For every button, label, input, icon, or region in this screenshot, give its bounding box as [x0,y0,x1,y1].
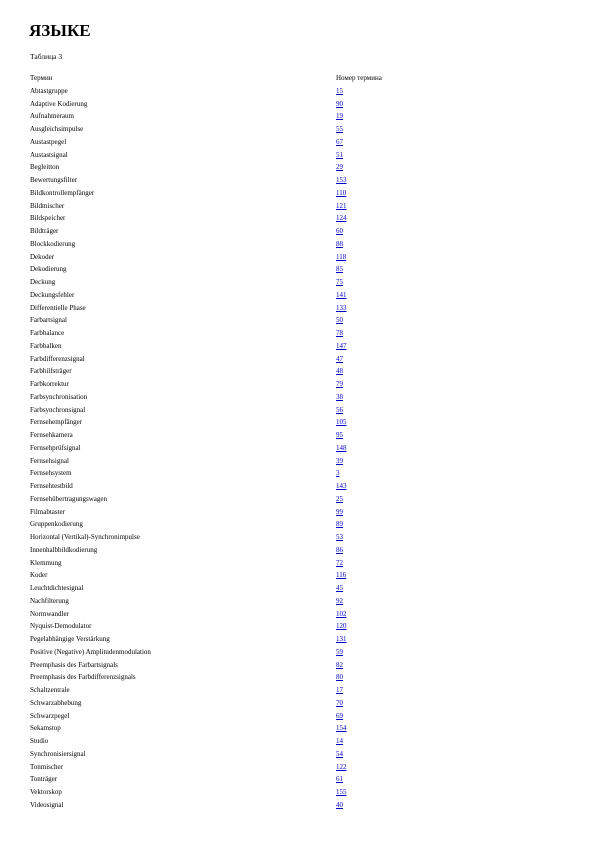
table-row [30,98,410,111]
term-cell: Aufnahmeraum [30,112,74,121]
term-number-link[interactable]: 25 [336,494,343,503]
term-cell: Deckung [30,278,56,286]
term-number-link[interactable]: 154 [336,724,347,733]
table-row [30,544,410,557]
term-number-link[interactable]: 92 [336,596,343,605]
term-number-link[interactable]: 15 [336,86,343,95]
table-row [30,353,410,366]
term-number-link[interactable]: 82 [336,660,343,669]
term-number-link[interactable]: 147 [336,341,347,350]
term-number-link[interactable]: 124 [336,214,347,223]
term-cell: Nachfilterung [30,596,69,605]
term-number-cell [336,276,410,289]
term-cell: Differentielle Phase [30,303,86,312]
term-cell: Dekodierung [30,265,67,274]
table-row [30,455,410,468]
term-number-cell [336,671,410,684]
term-cell: Farbbalance [30,329,65,337]
term-number-link[interactable]: 53 [336,533,343,541]
term-number-link[interactable]: 40 [336,800,343,809]
term-cell: Bildspeicher [30,214,66,223]
term-cell: Farbartsignal [30,316,67,325]
term-number-cell [336,467,410,480]
term-number-link[interactable]: 48 [336,367,343,376]
table-row [30,391,410,404]
term-cell: Tonträger [30,775,58,784]
term-cell: Farbsynchronsignal [30,405,86,414]
table-row [30,404,410,417]
table-row [30,633,410,646]
table-row [30,340,410,353]
table-row [30,314,410,327]
term-number-cell [336,200,410,213]
page-heading: ЯЗЫКЕ [29,21,91,40]
term-cell: Bildmischer [30,201,65,210]
term-number-cell [336,506,410,519]
term-number-cell [336,557,410,570]
table-row [30,429,410,442]
term-number-link[interactable]: 29 [336,163,343,172]
term-number-cell [336,365,410,378]
term-cell: Fernsehkamera [30,431,73,439]
term-number-cell [336,149,410,162]
term-number-cell [336,608,410,621]
table-row [30,378,410,391]
term-cell: Bewertungsfilter [30,176,78,184]
term-cell: Austastsignal [30,150,68,159]
table-row [30,671,410,684]
table-body [30,85,410,812]
term-cell: Bildkontrollempfänger [30,188,95,197]
term-number-link[interactable]: 60 [336,227,343,235]
term-cell: Farbsynchronisation [30,392,88,401]
term-number-link[interactable]: 148 [336,443,347,452]
term-number-cell [336,327,410,340]
term-number-link[interactable]: 72 [336,558,343,567]
table-row [30,761,410,774]
table-row [30,786,410,799]
table-row [30,518,410,531]
term-number-link[interactable]: 56 [336,405,343,414]
table-row [30,748,410,761]
term-number-link[interactable]: 153 [336,176,347,184]
table-row [30,289,410,302]
table-row [30,136,410,149]
table-row [30,238,410,251]
term-cell: Begleitton [30,163,60,172]
term-number-link[interactable]: 89 [336,520,343,529]
term-number-cell [336,620,410,633]
term-number-link[interactable]: 79 [336,380,343,388]
table-row [30,161,410,174]
table-row [30,327,410,340]
term-number-cell [336,416,410,429]
table-row [30,187,410,200]
term-cell: Koder [30,571,48,580]
table-row [30,710,410,723]
table-row [30,123,410,136]
term-number-link[interactable]: 38 [336,392,343,401]
term-number-cell [336,735,410,748]
term-number-cell [336,238,410,251]
term-number-cell [336,710,410,723]
term-number-link[interactable]: 141 [336,290,347,299]
term-number-cell [336,251,410,264]
term-number-link[interactable]: 61 [336,775,343,784]
term-number-cell [336,161,410,174]
term-cell: Vektorskop [30,788,62,796]
term-number-link[interactable]: 59 [336,647,343,656]
term-number-cell [336,289,410,302]
term-number-cell [336,773,410,786]
term-cell: Leuchtdichtesignal [30,584,84,592]
term-number-cell [336,353,410,366]
term-cell: Positive (Negative) Amplitudenmodulation [30,647,151,656]
term-cell: Innenhalbbildkodierung [30,545,98,554]
term-number-cell [336,799,410,812]
table-row [30,416,410,429]
term-cell: Schaltzentrale [30,686,70,694]
table-row [30,506,410,519]
term-number-cell [336,633,410,646]
term-number-cell [336,98,410,111]
term-number-link[interactable]: 75 [336,278,343,286]
term-cell: Austastpegel [30,137,67,146]
term-number-cell [336,314,410,327]
term-number-link[interactable]: 3 [336,469,340,478]
term-cell: Gruppenkodierung [30,520,83,529]
term-number-link[interactable]: 19 [336,112,343,121]
term-cell: Fernsehprüfsignal [30,443,81,452]
term-number-cell [336,646,410,659]
term-cell: Farbhilfsträger [30,367,72,376]
term-cell: Klemmung [30,558,62,567]
term-number-cell [336,748,410,761]
table-row [30,110,410,123]
term-number-link[interactable]: 133 [336,303,347,312]
term-number-cell [336,391,410,404]
table-row [30,722,410,735]
table-row [30,467,410,480]
term-cell: Farbdifferenzsignal [30,354,85,363]
term-number-cell [336,531,410,544]
term-number-cell [336,378,410,391]
term-number-link[interactable]: 110 [336,188,347,197]
term-number-link[interactable]: 118 [336,252,347,261]
term-number-cell [336,263,410,276]
term-number-cell [336,722,410,735]
term-number-cell [336,110,410,123]
table-row [30,799,410,812]
term-number-link[interactable]: 90 [336,99,343,108]
column-header-term-number: Номер термина [336,74,382,82]
term-number-link[interactable]: 47 [336,354,343,363]
table-row [30,595,410,608]
term-number-cell [336,225,410,238]
table-row [30,735,410,748]
term-number-cell [336,582,410,595]
term-cell: Fernsehsignal [30,456,69,465]
term-number-link[interactable]: 120 [336,622,347,631]
table-row [30,646,410,659]
term-cell: Synchronisiersignal [30,749,86,758]
term-index-table [30,72,410,812]
term-cell: Schwarzpegel [30,711,70,720]
term-number-link[interactable]: 122 [336,762,347,771]
term-number-link[interactable]: 131 [336,635,347,643]
table-row [30,200,410,213]
term-number-cell [336,480,410,493]
term-number-link[interactable]: 80 [336,673,343,682]
term-number-link[interactable]: 45 [336,584,343,592]
term-number-cell [336,595,410,608]
table-row [30,697,410,710]
term-number-cell [336,569,410,582]
table-caption: Таблица 3 [30,52,63,61]
table-row [30,608,410,621]
term-cell: Farbkorrektur [30,380,69,388]
term-number-link[interactable]: 70 [336,698,343,707]
term-number-link[interactable]: 116 [336,571,347,580]
term-number-link[interactable]: 67 [336,137,343,146]
term-number-cell [336,174,410,187]
term-number-cell [336,786,410,799]
term-cell: Ausgleichsimpulse [30,125,84,133]
term-cell: Preemphasis des Farbartsignals [30,660,118,669]
term-number-link[interactable]: 69 [336,711,343,720]
term-cell: Schwarzabhebung [30,698,82,707]
term-number-cell [336,442,410,455]
term-number-link[interactable]: 39 [336,456,343,465]
term-number-link[interactable]: 102 [336,609,347,618]
term-cell: Fernsehübertragungswagen [30,494,107,503]
term-cell: Abtastgruppe [30,86,68,95]
table-row [30,442,410,455]
term-cell: Farbbalken [30,341,62,350]
table-header-row [30,72,410,85]
term-cell: Blockkodierung [30,239,76,248]
table-row [30,569,410,582]
term-cell: Fernsehempfänger [30,418,83,427]
term-cell: Dekoder [30,252,55,261]
term-number-cell [336,455,410,468]
term-number-cell [336,761,410,774]
table-row [30,302,410,315]
term-number-link[interactable]: 121 [336,201,347,210]
term-cell: Filmabtaster [30,507,65,516]
term-number-cell [336,659,410,672]
term-cell: Fernsehsystem [30,469,72,478]
table-row [30,251,410,264]
term-number-cell [336,187,410,200]
term-number-cell [336,493,410,506]
table-row [30,149,410,162]
term-cell: Videosignal [30,800,64,809]
term-number-link[interactable]: 155 [336,788,347,796]
term-number-cell [336,212,410,225]
term-cell: Bildträger [30,227,59,235]
term-number-link[interactable]: 55 [336,125,343,133]
term-number-cell [336,518,410,531]
term-number-cell [336,340,410,353]
term-number-link[interactable]: 54 [336,749,343,758]
table-row [30,85,410,98]
term-cell: Studio [30,737,49,745]
term-number-link[interactable]: 88 [336,239,343,248]
term-cell: Nyquist-Demodulator [30,622,92,631]
table-row [30,276,410,289]
table-row [30,480,410,493]
table-row [30,225,410,238]
term-cell: Preemphasis des Farbdifferenzsignals [30,673,136,682]
term-number-link[interactable]: 86 [336,545,343,554]
term-number-link[interactable]: 85 [336,265,343,274]
term-cell: Sekamstop [30,724,61,733]
term-number-cell [336,429,410,442]
term-number-cell [336,697,410,710]
table-row [30,620,410,633]
term-number-link[interactable]: 17 [336,686,343,694]
term-number-link[interactable]: 78 [336,329,343,337]
term-number-cell [336,544,410,557]
term-number-link[interactable]: 95 [336,431,343,439]
table-row [30,174,410,187]
table-row [30,493,410,506]
table-row [30,582,410,595]
term-cell: Fernsehtestbild [30,482,73,490]
table-row [30,684,410,697]
term-number-link[interactable]: 143 [336,482,347,490]
table-row [30,531,410,544]
term-cell: Pegelabhängige Verstärkung [30,635,110,643]
term-number-link[interactable]: 50 [336,316,343,325]
term-number-cell [336,136,410,149]
column-header-term: Термин [30,74,53,82]
table-row [30,773,410,786]
term-number-link[interactable]: 14 [336,737,343,745]
term-number-cell [336,302,410,315]
term-cell: Adaptive Kodierung [30,99,88,108]
term-cell: Deckungsfehler [30,290,75,299]
table-row [30,212,410,225]
term-cell: Horizontal (Vertikal)-Synchronimpulse [30,533,140,541]
term-number-cell [336,85,410,98]
term-number-link[interactable]: 99 [336,507,343,516]
term-number-cell [336,123,410,136]
table-row [30,365,410,378]
term-number-link[interactable]: 51 [336,150,343,159]
table-row [30,557,410,570]
term-number-cell [336,684,410,697]
term-cell: Normwandler [30,609,69,618]
table-row [30,659,410,672]
term-number-cell [336,404,410,417]
term-number-link[interactable]: 105 [336,418,347,427]
table-row [30,263,410,276]
term-cell: Tonmischer [30,762,63,771]
